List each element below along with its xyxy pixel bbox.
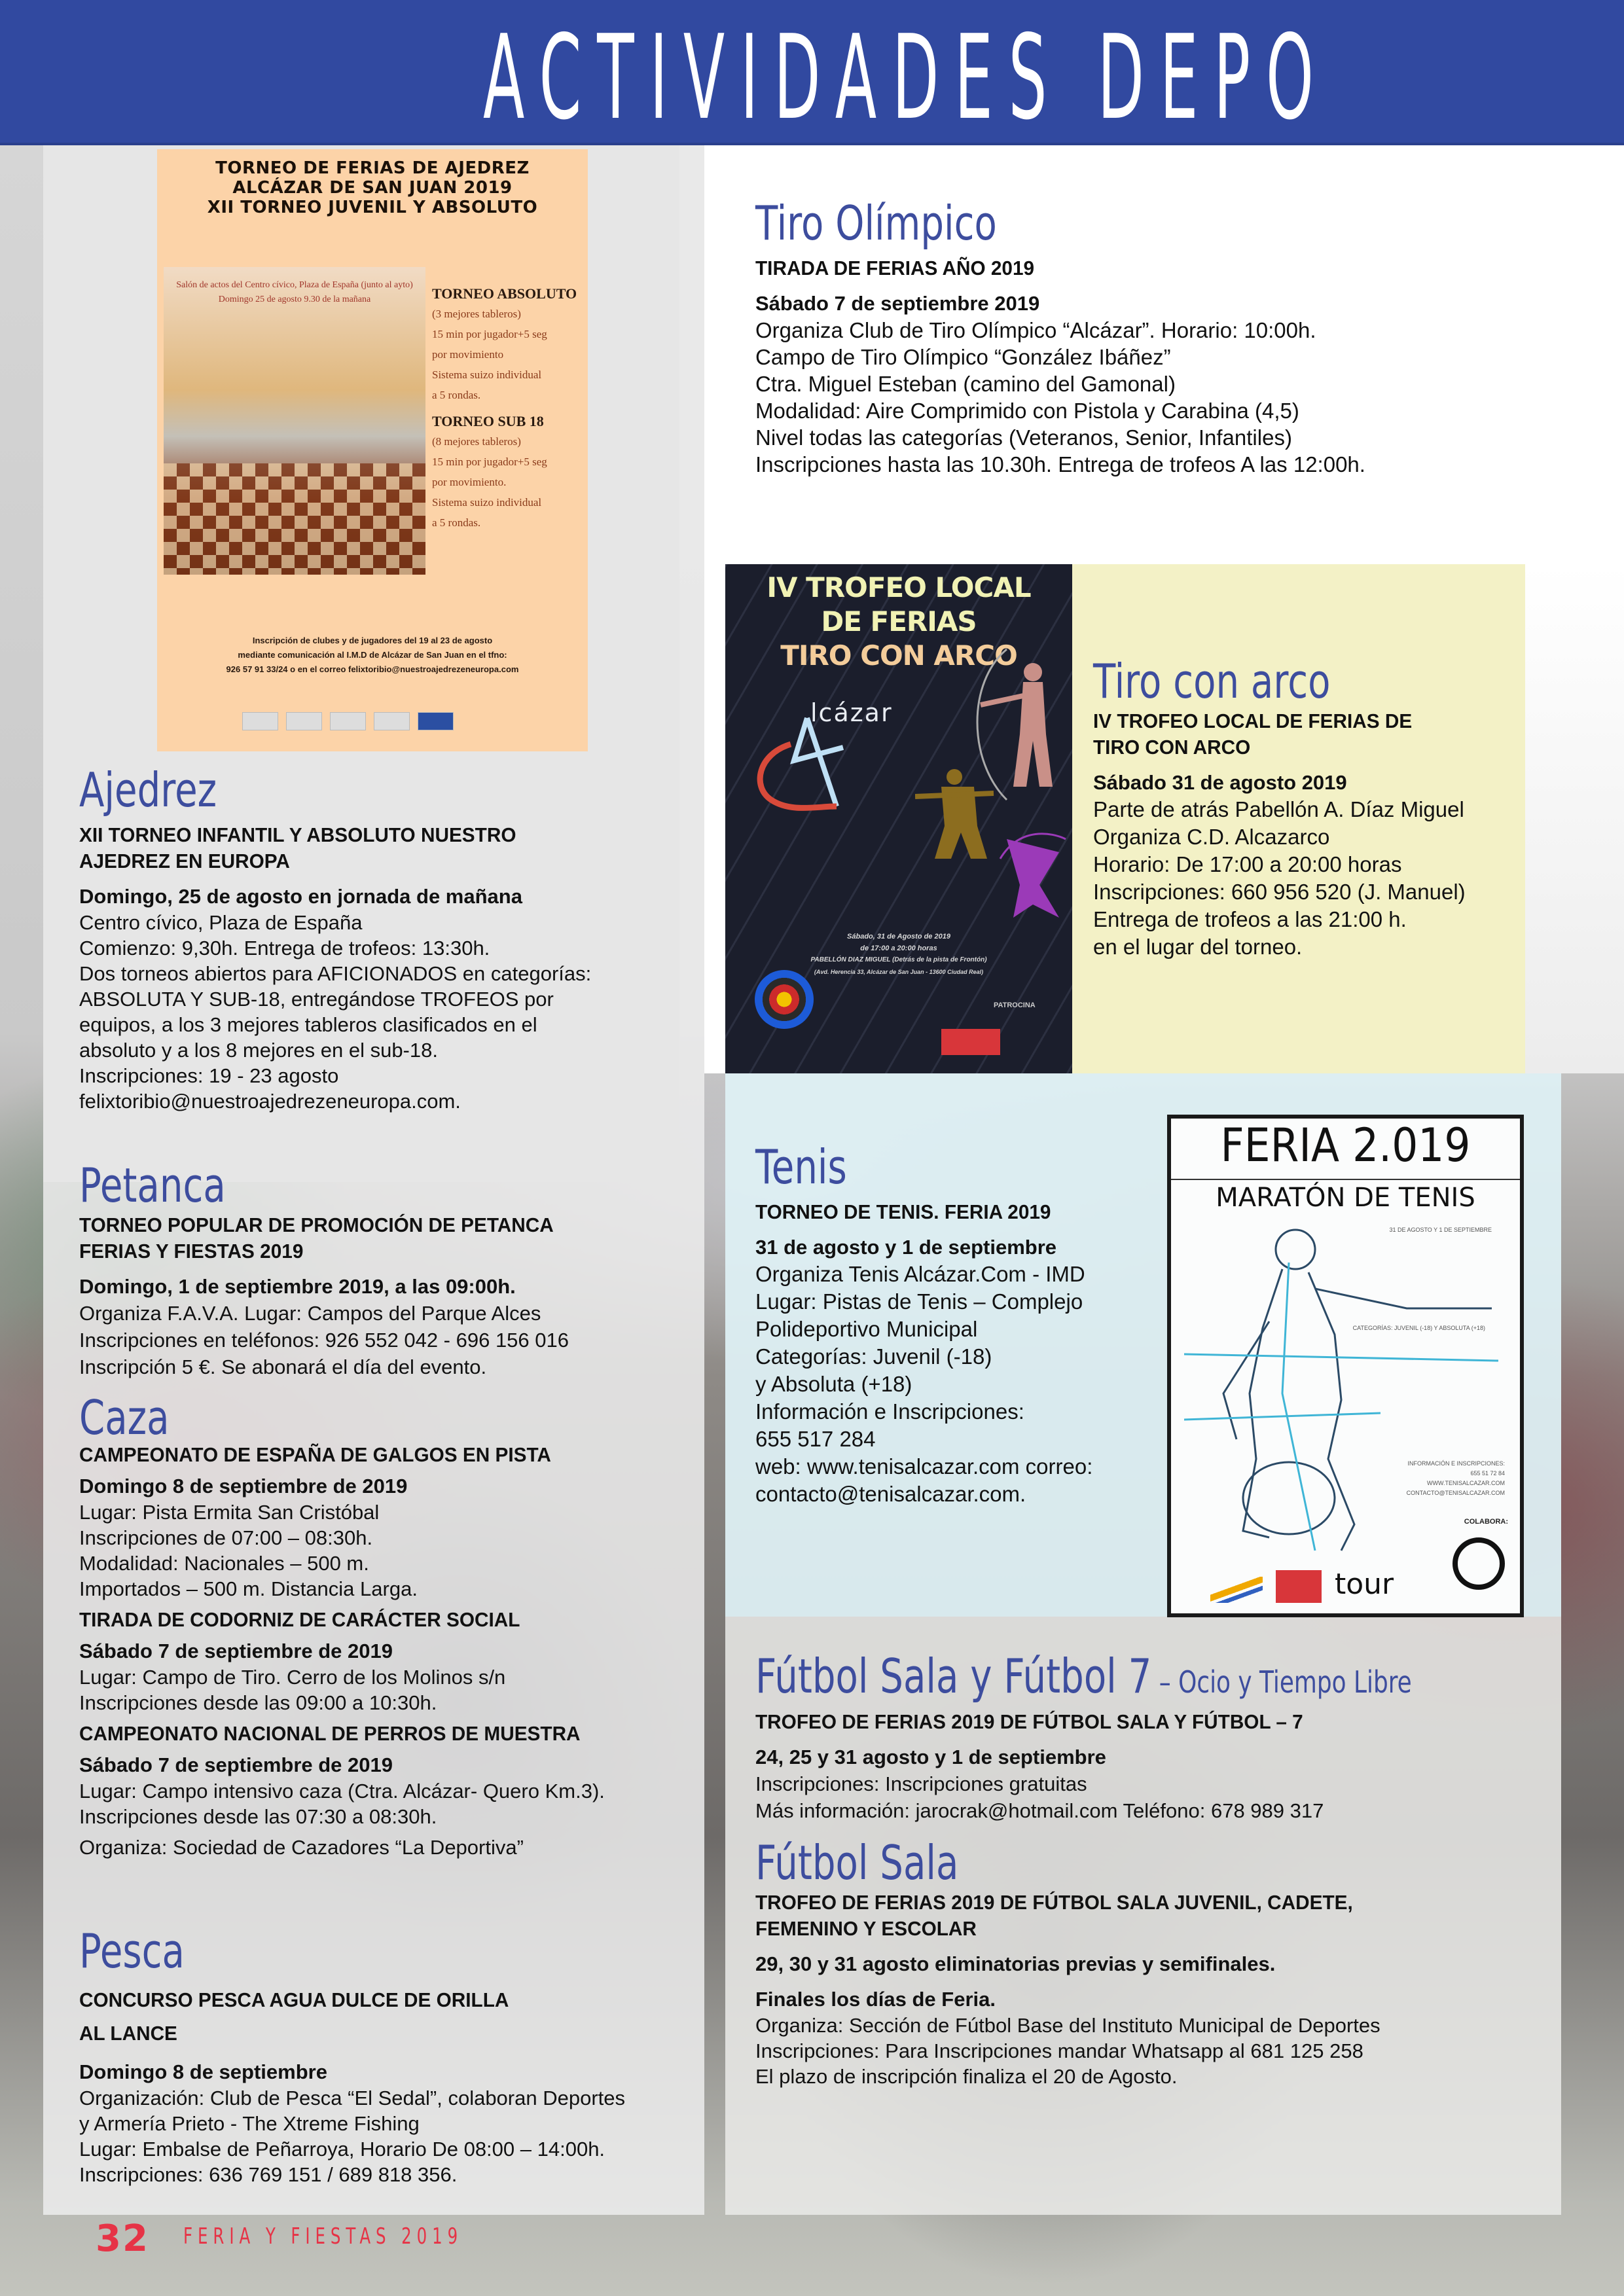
- event-name: TROFEO DE FERIAS 2019 DE FÚTBOL SALA Y FÚTBOL – 7: [755, 1710, 1303, 1733]
- event-name: CAMPEONATO NACIONAL DE PERROS DE MUESTRA: [79, 1722, 581, 1745]
- chess-poster-venue: Salón de actos del Centro cívico, Plaza de España (junto al ayto): [176, 280, 413, 290]
- event-details: Organiza Club de Tiro Olímpico “Alcázar”. Horario: 10:00h. Campo de Tiro Olímpico “González Ibáñez” Ctra. Miguel Esteban (camino del Gamonal) Modalidad: Aire Comprimido con Pistola y Carabina (4,5) Nivel todas las categorías (Veteranos, Senior, Infantiles) Inscripciones hasta las 10.30h. Entrega de trofeos A las 12:00h.: [755, 318, 1365, 476]
- event-date: Domingo, 25 de agosto en jornada de mañana: [79, 885, 522, 908]
- event-details: Organiza: Sección de Fútbol Base del Instituto Municipal de Deportes Inscripciones: Para Inscripciones mandar Whatsapp al 681 125 258 El plazo de inscripción finaliza el 20 de Agosto.: [755, 2014, 1380, 2088]
- section-title: Fútbol Sala y Fútbol 7 – Ocio y Tiempo Libre: [755, 1649, 1412, 1704]
- section-title: Fútbol Sala: [755, 1835, 959, 1890]
- white-margin: [1525, 564, 1624, 1073]
- website-link[interactable]: web: www.tenisalcazar.com correo:: [755, 1454, 1093, 1479]
- archery-poster-venue: PABELLÓN DIAZ MIGUEL (Detrás de la pista de Frontón): [810, 956, 987, 963]
- tenis-poster-categories: CATEGORÍAS: JUVENIL (-18) Y ABSOLUTA (+18): [1352, 1325, 1485, 1331]
- event-name: IV TROFEO LOCAL DE FERIAS DE TIRO CON ARCO: [1093, 709, 1413, 759]
- archer-figure-icon: [987, 826, 1072, 924]
- chess-poster-absoluto: TORNEO ABSOLUTO (3 mejores tableros) 15 min por jugador+5 seg por movimiento Sistema suizo individual a 5 rondas.: [432, 285, 577, 401]
- section-subtitle: – Ocio y Tiempo Libre: [1151, 1664, 1412, 1700]
- section-tiro-olimpico: [755, 196, 1508, 478]
- section-title: Tenis: [755, 1139, 847, 1194]
- chess-poster-footer: Inscripción de clubes y de jugadores del 19 al 23 de agosto mediante comunicación al I.M.D de Alcázar de San Juan en el tfno: 926 57 91 33/24 o en el correo felixtoribio@nuestroajedrezeneuropa.com: [226, 636, 519, 674]
- event-name: TROFEO DE FERIAS 2019 DE FÚTBOL SALA JUVENIL, CADETE, FEMENINO Y ESCOLAR: [755, 1891, 1353, 1940]
- archery-poster-date: Sábado, 31 de Agosto de 2019: [847, 933, 950, 941]
- sponsor-logo-icon: [330, 712, 366, 730]
- section-title: Petanca: [79, 1158, 226, 1213]
- tenis-poster-contact: INFORMACIÓN E INSCRIPCIONES: 655 51 72 84 WWW.TENISALCAZAR.COM CONTACTO@TENISALCAZAR.COM: [1406, 1460, 1505, 1496]
- section-title: Tiro con arco: [1093, 654, 1331, 709]
- archery-logo-text: lcázar: [810, 698, 893, 727]
- section-caza: [79, 1391, 701, 1860]
- event-details: Organización: Club de Pesca “El Sedal”, colaboran Deportes y Armería Prieto - The Xtreme Fishing Lugar: Embalse de Peñarroya, Horario De 08:00 – 14:00h. Inscripciones: 636 769 151 / 689 818 356.: [79, 2087, 626, 2186]
- sponsor-logo-icon: [418, 712, 454, 730]
- tour-logo: tour: [1335, 1568, 1394, 1601]
- sponsor-logos: [242, 712, 454, 730]
- event-date: Domingo 8 de septiembre: [79, 2060, 327, 2083]
- event-date: 29, 30 y 31 agosto eliminatorias previas y semifinales.: [755, 1952, 1276, 1975]
- sponsor-logo-icon: [374, 712, 410, 730]
- section-ajedrez: [79, 763, 688, 1114]
- section-tenis: [755, 1140, 1161, 1508]
- chess-poster-date: Domingo 25 de agosto 9.30 de la mañana: [218, 295, 371, 304]
- archery-poster-title-3: TIRO CON ARCO: [780, 639, 1017, 672]
- event-name: CAMPEONATO DE ESPAÑA DE GALGOS EN PISTA: [79, 1443, 551, 1466]
- event-date: 31 de agosto y 1 de septiembre: [755, 1236, 1057, 1259]
- sponsor-logo-icon: [242, 712, 278, 730]
- event-details: Lugar: Campo de Tiro. Cerro de los Molinos s/n Inscripciones desde las 09:00 a 10:30h.: [79, 1666, 506, 1714]
- section-title: Tiro Olímpico: [755, 196, 997, 251]
- event-details: Organiza F.A.V.A. Lugar: Campos del Parque Alces Inscripciones en teléfonos: 926 552 042 - 696 156 016 Inscripción 5 €. Se abonará el día del evento.: [79, 1302, 569, 1378]
- chess-poster-image: [157, 149, 588, 751]
- event-date: Domingo 8 de septiembre de 2019: [79, 1475, 408, 1498]
- page-title: ACTIVIDADES DEPO: [483, 10, 1329, 145]
- sponsor-logo-icon: [286, 712, 322, 730]
- tenis-poster-title: FERIA 2.019: [1220, 1119, 1471, 1172]
- club-logo-icon: [1453, 1537, 1505, 1590]
- event-date: Sábado 7 de septiembre de 2019: [79, 1640, 393, 1662]
- event-name: TIRADA DE CODORNIZ DE CARÁCTER SOCIAL: [79, 1608, 520, 1631]
- archery-poster-hours: de 17:00 a 20:00 horas: [860, 944, 937, 952]
- event-date: 24, 25 y 31 agosto y 1 de septiembre: [755, 1746, 1106, 1768]
- section-pesca: [79, 1924, 714, 2187]
- sponsor-logo-icon: [1276, 1570, 1322, 1603]
- archery-poster-image: [725, 564, 1072, 1073]
- event-details: Organiza Tenis Alcázar.Com - IMD Lugar: Pistas de Tenis – Complejo Polideportivo Municipal Categorías: Juvenil (-18) y Absoluta (+18) Información e Inscripciones: 655 517 284 web: www.tenisalcazar.com correo: contacto@tenisalcazar.com.: [755, 1261, 1161, 1508]
- tenis-poster-image: [1167, 1115, 1524, 1617]
- archery-poster-title-1: IV TROFEO LOCAL: [767, 571, 1031, 603]
- event-date: Domingo, 1 de septiembre 2019, a las 09:00h.: [79, 1275, 516, 1298]
- event-date: Sábado 31 de agosto 2019: [1093, 771, 1347, 794]
- page-header: [0, 0, 1624, 145]
- event-date: Sábado 7 de septiembre de 2019: [79, 1753, 393, 1776]
- section-title: Ajedrez: [79, 762, 217, 817]
- event-date: Sábado 7 de septiembre 2019: [755, 292, 1040, 315]
- section-title: Pesca: [79, 1924, 185, 1979]
- archery-poster-address: (Avd. Herencia 33, Alcázar de San Juan - 13600 Ciudad Real): [814, 969, 984, 975]
- chess-poster-title-1: TORNEO DE FERIAS DE AJEDREZ: [215, 158, 530, 178]
- email-link[interactable]: contacto@tenisalcazar.com.: [755, 1482, 1026, 1506]
- section-tiro-con-arco: [1093, 655, 1525, 961]
- page-number: 32: [96, 2217, 149, 2260]
- event-name: TORNEO POPULAR DE PROMOCIÓN DE PETANCA FERIAS Y FIESTAS 2019: [79, 1213, 554, 1263]
- event-details: Inscripciones: Inscripciones gratuitas Más información: jarocrak@hotmail.com Teléfono: 678 989 317: [755, 1770, 1541, 1824]
- event-name: XII TORNEO INFANTIL Y ABSOLUTO NUESTRO AJEDREZ EN EUROPA: [79, 823, 516, 872]
- alcazar-logo-icon: [745, 715, 928, 813]
- chess-poster-title-2: ALCÁZAR DE SAN JUAN 2019: [232, 178, 513, 198]
- white-gutter: [704, 564, 725, 1073]
- tenis-poster-date: 31 DE AGOSTO Y 1 DE SEPTIEMBRE: [1389, 1227, 1492, 1233]
- chessboard-icon: [164, 463, 425, 575]
- event-details: Parte de atrás Pabellón A. Díaz Miguel Organiza C.D. Alcazarco Horario: De 17:00 a 20:00 horas Inscripciones: 660 956 520 (J. Manuel) Entrega de trofeos a las 21:00 h. en el lugar del torneo.: [1093, 797, 1466, 959]
- email-phone-info[interactable]: Más información: jarocrak@hotmail.com Teléfono: 678 989 317: [755, 1799, 1324, 1822]
- event-name: CONCURSO PESCA AGUA DULCE DE ORILLA AL LANCE: [79, 1988, 509, 2045]
- event-organizer: Organiza: Sociedad de Cazadores “La Deportiva”: [79, 1836, 524, 1859]
- chess-poster-title-3: XII TORNEO JUVENIL Y ABSOLUTO: [207, 198, 538, 217]
- archery-club-logo-icon: [755, 970, 814, 1029]
- sponsor-logo-icon: [941, 1029, 1000, 1055]
- tenis-poster-subtitle: MARATÓN DE TENIS: [1171, 1179, 1520, 1213]
- event-name: TIRADA DE FERIAS AÑO 2019: [755, 257, 1035, 279]
- section-petanca: [79, 1158, 688, 1380]
- archery-poster-patrocina: PATROCINA: [994, 1001, 1036, 1009]
- section-title: Caza: [79, 1390, 170, 1445]
- sponsor-logo-icon: [1210, 1577, 1263, 1603]
- archery-poster-title-2: DE FERIAS: [821, 605, 977, 637]
- event-details: Lugar: Pista Ermita San Cristóbal Inscripciones de 07:00 – 08:30h. Modalidad: Nacionales – 500 m. Importados – 500 m. Distancia Larga.: [79, 1501, 418, 1600]
- tenis-poster-colabora: COLABORA:: [1464, 1518, 1508, 1526]
- chess-poster-sub18: TORNEO SUB 18 (8 mejores tableros) 15 min por jugador+5 seg por movimiento. Sistema suizo individual a 5 rondas.: [432, 413, 547, 529]
- event-details: Centro cívico, Plaza de España Comienzo: 9,30h. Entrega de trofeos: 13:30h. Dos torneos abiertos para AFICIONADOS en categorías: ABSOLUTA Y SUB-18, entregándose TROFEOS por equipos, a los 3 mejores tableros clasificados en el absoluto y a los 8 mejores en el sub-18. Inscripciones: 19 - 23 agosto felixtoribio@nuestroajedrezeneuropa.com.: [79, 910, 688, 1114]
- event-name: TORNEO DE TENIS. FERIA 2019: [755, 1200, 1051, 1223]
- event-finals: Finales los días de Feria.: [755, 1988, 996, 2011]
- section-futbol-sala: [755, 1836, 1547, 2089]
- event-details: Lugar: Campo intensivo caza (Ctra. Alcázar- Quero Km.3). Inscripciones desde las 07:30 a 08:30h.: [79, 1780, 605, 1828]
- email-link[interactable]: felixtoribio@nuestroajedrezeneuropa.com.: [79, 1090, 461, 1113]
- footer-label: FERIA Y FIESTAS 2019: [183, 2223, 463, 2250]
- section-futbol-7: [755, 1649, 1541, 1824]
